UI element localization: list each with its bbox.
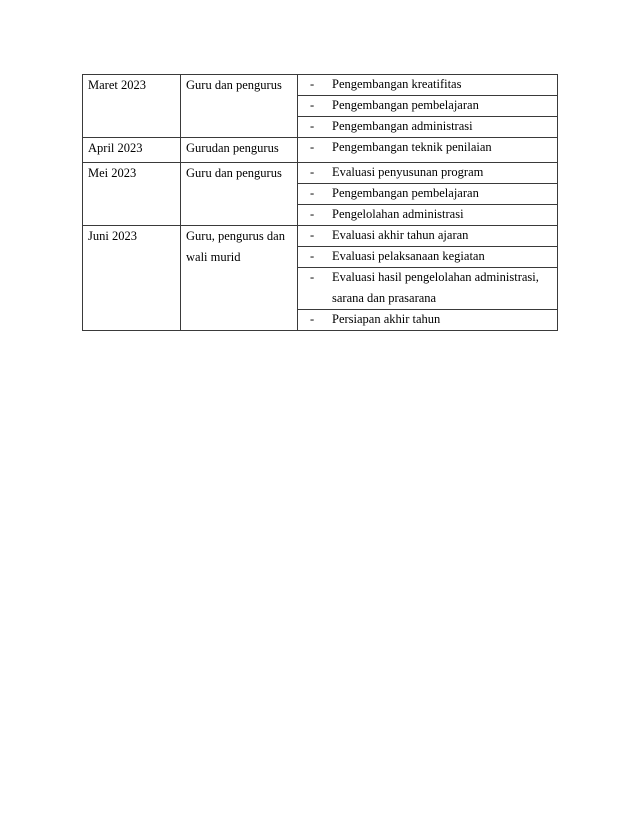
activity-cell: [298, 268, 558, 310]
month-label: Mei 2023: [88, 166, 137, 180]
participants-cell: [181, 163, 298, 226]
bullet-dash: -: [310, 98, 315, 112]
schedule-table: [82, 74, 558, 331]
month-cell: [83, 226, 181, 331]
schedule-table-body: [83, 75, 558, 331]
participants-label: Gurudan pengurus: [186, 141, 279, 155]
activity-cell: [298, 310, 558, 331]
activity-cell: [298, 75, 558, 96]
month-cell: [83, 138, 181, 163]
activity-cell: [298, 205, 558, 226]
month-label: Maret 2023: [88, 78, 146, 92]
participants-label: Guru dan pengurus: [186, 166, 282, 180]
bullet-dash: -: [310, 165, 315, 179]
activity-text: Persiapan akhir tahun: [332, 312, 441, 326]
bullet-dash: -: [310, 228, 315, 242]
activity-cell: [298, 138, 558, 163]
bullet-dash: -: [310, 312, 315, 326]
month-label: April 2023: [88, 141, 143, 155]
month-cell: [83, 163, 181, 226]
bullet-dash: -: [310, 77, 315, 91]
activity-cell: [298, 247, 558, 268]
activity-text: Evaluasi hasil pengelolahan administrasi,: [332, 270, 539, 284]
participants-cell: [181, 138, 298, 163]
activity-cell: [298, 96, 558, 117]
activity-cell: [298, 184, 558, 205]
participants-label: Guru dan pengurus: [186, 78, 282, 92]
bullet-dash: -: [310, 249, 315, 263]
bullet-dash: -: [310, 140, 315, 154]
participants-label: wali murid: [186, 250, 241, 264]
activity-text: Evaluasi penyusunan program: [332, 165, 484, 179]
bullet-dash: -: [310, 270, 315, 284]
participants-cell: [181, 75, 298, 138]
bullet-dash: -: [310, 207, 315, 221]
activity-text: Pengembangan administrasi: [332, 119, 473, 133]
table-row: [83, 138, 558, 163]
table-row: [83, 226, 558, 247]
activity-cell: [298, 226, 558, 247]
activity-text: Pengembangan pembelajaran: [332, 98, 479, 112]
bullet-dash: -: [310, 186, 315, 200]
activity-text: Pengembangan teknik penilaian: [332, 140, 492, 154]
activity-text: Pengelolahan administrasi: [332, 207, 464, 221]
activity-text: Pengembangan pembelajaran: [332, 186, 479, 200]
participants-cell: [181, 226, 298, 331]
table-row: [83, 163, 558, 184]
month-cell: [83, 75, 181, 138]
activity-text: Pengembangan kreatifitas: [332, 77, 462, 91]
activity-text: sarana dan prasarana: [332, 291, 437, 305]
activity-text: Evaluasi pelaksanaan kegiatan: [332, 249, 485, 263]
bullet-dash: -: [310, 119, 315, 133]
activity-cell: [298, 163, 558, 184]
participants-label: Guru, pengurus dan: [186, 229, 285, 243]
activity-cell: [298, 117, 558, 138]
activity-text: Evaluasi akhir tahun ajaran: [332, 228, 469, 242]
month-label: Juni 2023: [88, 229, 137, 243]
table-row: [83, 75, 558, 96]
